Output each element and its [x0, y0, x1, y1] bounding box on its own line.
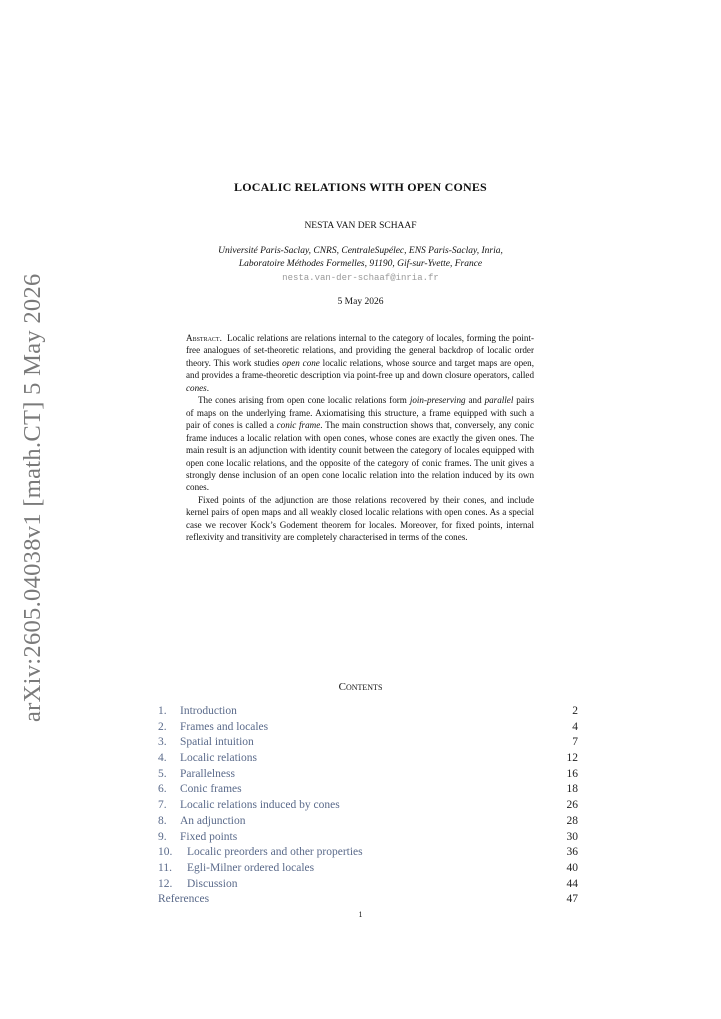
- toc-label[interactable]: Localic relations induced by cones: [180, 799, 340, 812]
- toc-number: 3.: [158, 736, 167, 749]
- toc-page: 28: [566, 814, 578, 827]
- toc-label[interactable]: Localic preorders and other properties: [187, 846, 363, 859]
- toc-entry[interactable]: [158, 767, 578, 783]
- toc-label[interactable]: Fixed points: [180, 830, 238, 843]
- toc-number: 7.: [158, 799, 167, 812]
- table-of-contents: [158, 704, 578, 908]
- toc-label[interactable]: Localic relations: [180, 752, 257, 765]
- toc-page: 44: [566, 877, 578, 890]
- toc-page: 47: [566, 893, 578, 906]
- toc-number: 11.: [158, 861, 172, 874]
- abstract-paragraph-3: Fixed points of the adjunction are those relations recovered by their cones, and include kernel pairs of open maps and all weakly closed localic relations with open cones. As a special case we recover Kock’s Godement theorem for locales. Moreover, for fixed points, internal reflexivity and transitivity are completely characterised in terms of the cones.: [186, 494, 534, 543]
- toc-number: 5.: [158, 767, 167, 780]
- abstract: [186, 332, 534, 544]
- toc-label[interactable]: Frames and locales: [180, 720, 269, 733]
- toc-number: 8.: [158, 814, 167, 827]
- toc-page: 36: [566, 846, 578, 859]
- contents-heading: Contents: [338, 681, 383, 693]
- toc-entry[interactable]: [158, 735, 578, 751]
- affiliation: [0, 245, 721, 270]
- toc-entry[interactable]: [158, 704, 578, 720]
- toc-page: 40: [566, 861, 578, 874]
- toc-page: 12: [566, 752, 578, 765]
- arxiv-identifier: arXiv:2605.04038v1 [math.CT] 5 May 2026: [19, 273, 46, 722]
- toc-number: 9.: [158, 830, 167, 843]
- toc-number: 1.: [158, 705, 167, 717]
- page-number: 1: [358, 910, 363, 919]
- toc-page: 16: [566, 767, 578, 780]
- toc-label[interactable]: Parallelness: [180, 767, 235, 780]
- toc-entry[interactable]: [158, 814, 578, 830]
- toc-entry[interactable]: [158, 798, 578, 814]
- toc-page: 2: [572, 705, 578, 717]
- abstract-paragraph-2: The cones arising from open cone localic relations form join-preserving and parallel pairs of maps on the underlying frame. Axiomatising this structure, a frame equipped with such a pair of cones is called a conic frame. The main construction shows that, conversely, any conic frame induces a localic relation with open cones, whose cones are exactly the given ones. The main result is an adjunction with identity counit between the category of locales equipped with open cone localic relations, and the opposite of the category of conic frames. The unit gives a strongly dense inclusion of an open cone localic relation into the relation induced by its own cones.: [186, 395, 534, 493]
- toc-label[interactable]: Egli-Milner ordered locales: [187, 861, 315, 874]
- toc-page: 30: [566, 830, 578, 843]
- toc-page: 18: [566, 783, 578, 796]
- toc-number: 12.: [158, 877, 173, 890]
- toc-label[interactable]: Discussion: [187, 877, 238, 890]
- toc-entry[interactable]: [158, 720, 578, 736]
- toc-page: 4: [572, 720, 578, 733]
- toc-label[interactable]: References: [158, 893, 210, 906]
- toc-number: 6.: [158, 783, 167, 796]
- paper-title: LOCALIC RELATIONS WITH OPEN CONES: [234, 180, 487, 194]
- toc-number: 2.: [158, 720, 167, 733]
- toc-label[interactable]: An adjunction: [180, 814, 246, 827]
- abstract-paragraph-1: Abstract. Localic relations are relations internal to the category of locales, forming the point-free analogues of set-theoretic relations, and providing the general backdrop of localic order theory. This work studies open cone localic relations, whose source and target maps are open, and provides a frame-theoretic description via point-free up and down closure operators, called cones.: [186, 333, 535, 393]
- author-name: NESTA VAN DER SCHAAF: [304, 221, 417, 231]
- toc-entry[interactable]: [158, 845, 578, 861]
- toc-label[interactable]: Spatial intuition: [180, 736, 254, 749]
- author-email[interactable]: nesta.van-der-schaaf@inria.fr: [282, 273, 439, 283]
- toc-page: 26: [566, 799, 578, 812]
- toc-page: 7: [572, 736, 578, 749]
- toc-entry[interactable]: [158, 751, 578, 767]
- toc-entry[interactable]: [158, 877, 578, 893]
- toc-number: 4.: [158, 752, 167, 765]
- abstract-label: Abstract.: [186, 333, 222, 343]
- affiliation-line-2: Laboratoire Méthodes Formelles, 91190, Gif-sur-Yvette, France: [238, 258, 483, 269]
- toc-label[interactable]: Conic frames: [180, 783, 242, 796]
- toc-label[interactable]: Introduction: [180, 705, 237, 717]
- toc-entry[interactable]: [158, 830, 578, 846]
- toc-entry[interactable]: [158, 861, 578, 877]
- toc-entry[interactable]: [158, 782, 578, 798]
- toc-entry[interactable]: [158, 892, 578, 908]
- toc-number: 10.: [158, 846, 173, 859]
- affiliation-line-1: Université Paris-Saclay, CNRS, CentraleSupélec, ENS Paris-Saclay, Inria,: [218, 246, 503, 256]
- paper-date: 5 May 2026: [337, 297, 384, 307]
